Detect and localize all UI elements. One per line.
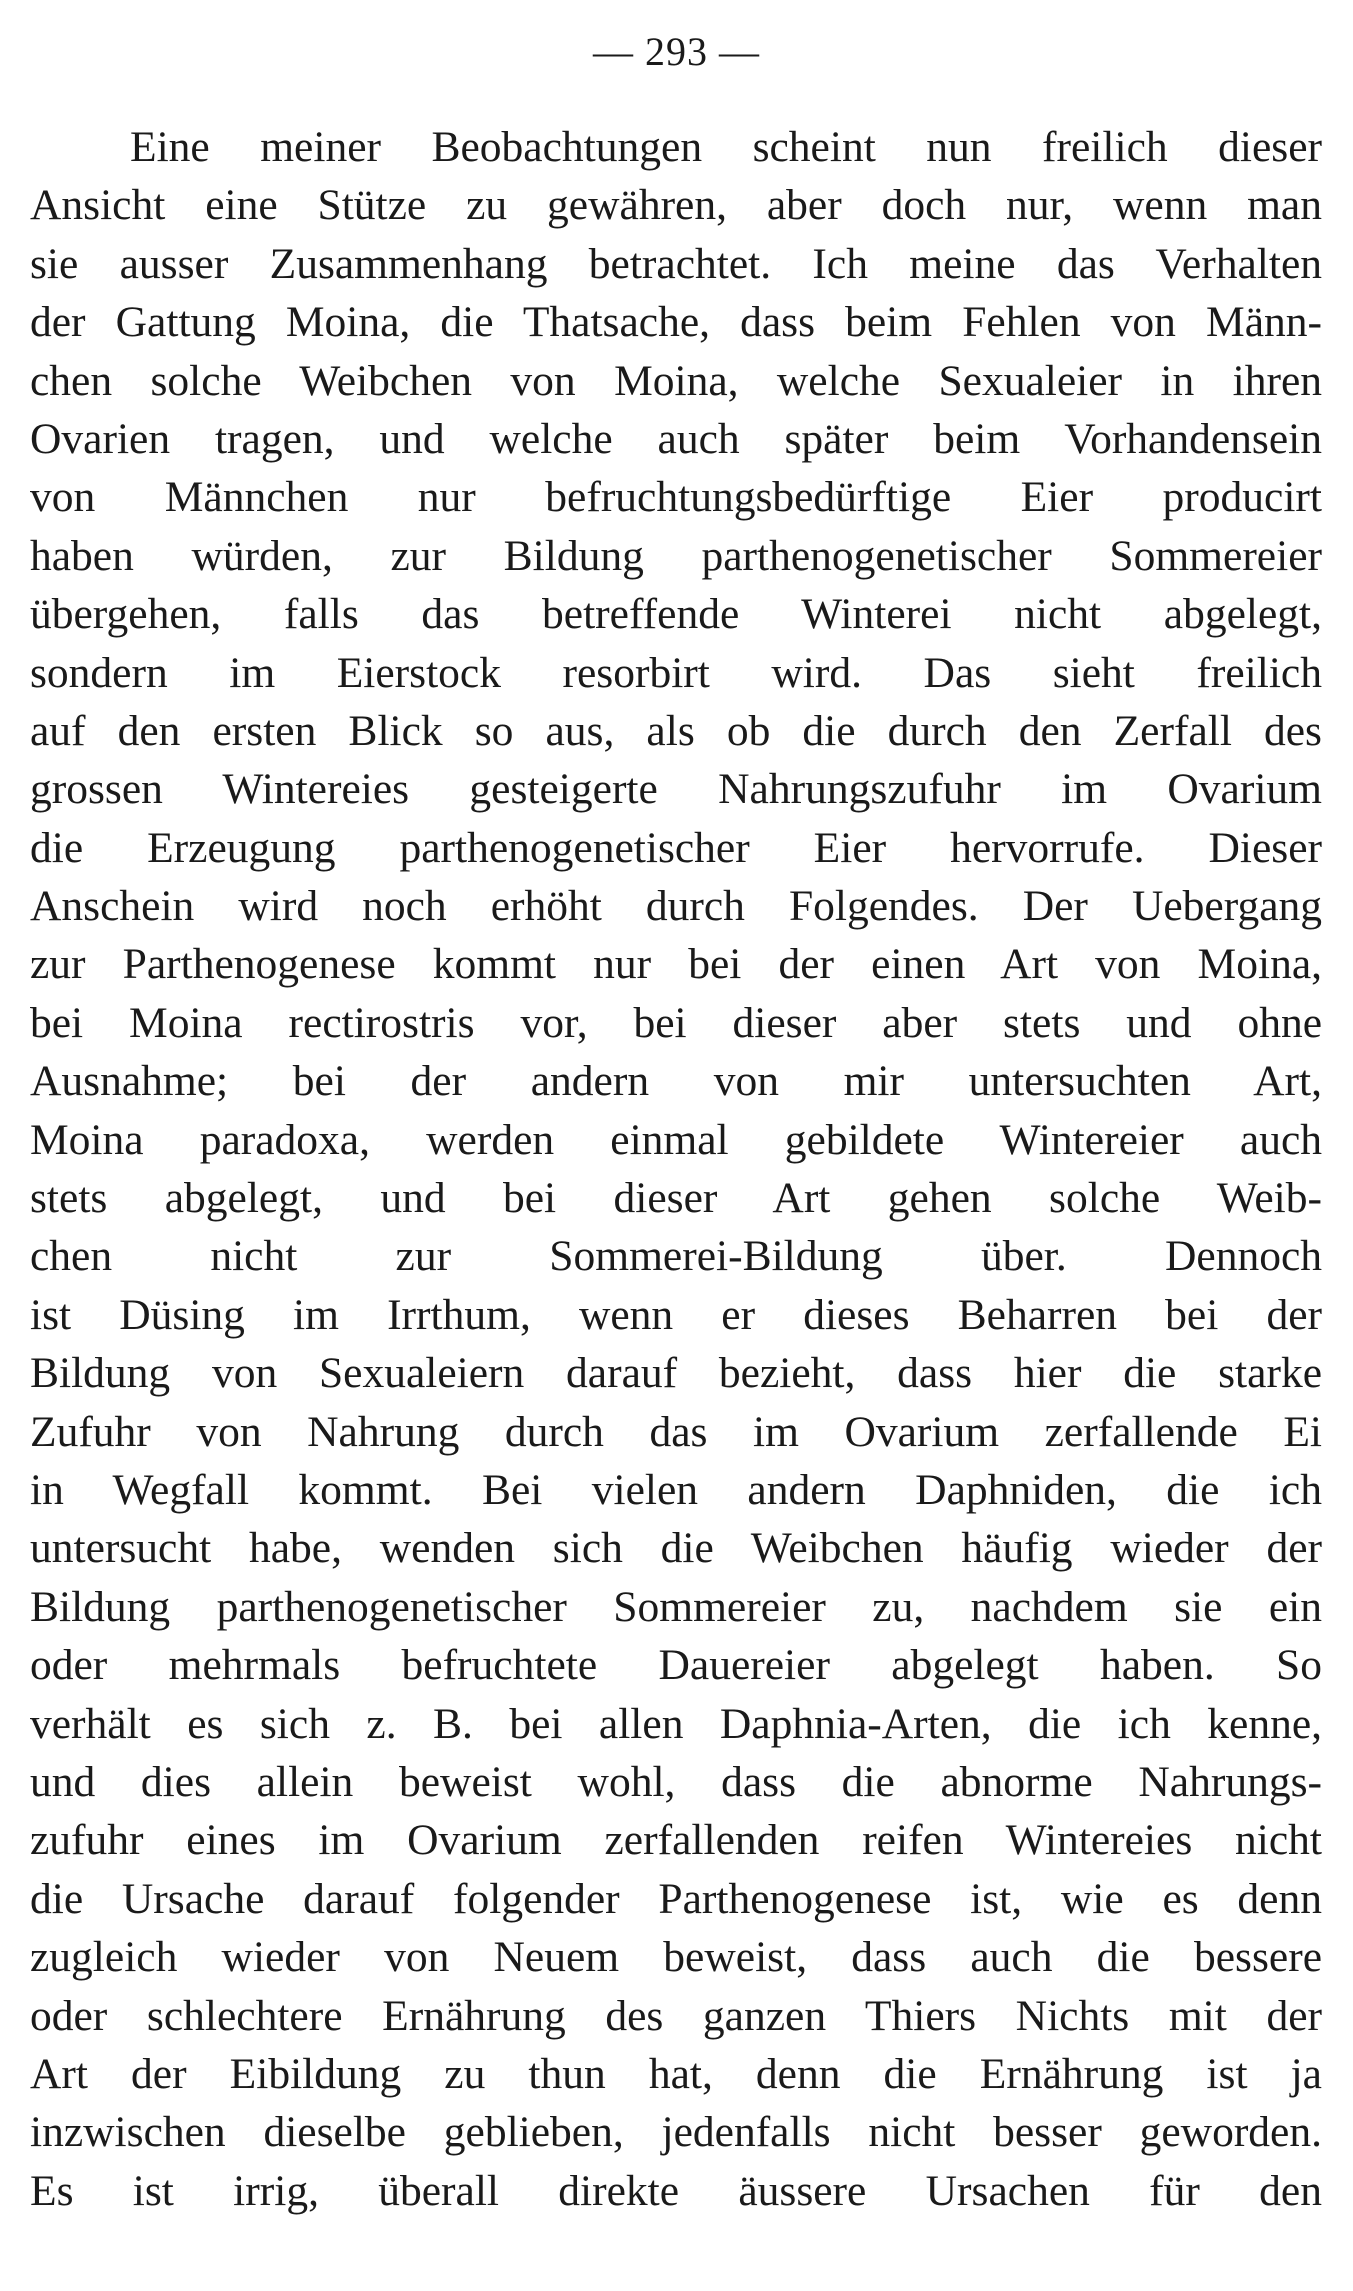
text-line: inzwischen dieselbe geblieben, jedenfalls nicht besser geworden. <box>30 2108 1322 2157</box>
text-line: oder schlechtere Ernährung des ganzen Thiers Nichts mit der <box>30 1991 1322 2040</box>
text-line: Zufuhr von Nahrung durch das im Ovarium zerfallende Ei <box>30 1407 1322 1456</box>
text-line: bei Moina rectirostris vor, bei dieser aber stets und ohne <box>30 998 1322 1047</box>
text-line: zur Parthenogenese kommt nur bei der einen Art von Moina, <box>30 940 1322 989</box>
text-line: Ansicht eine Stütze zu gewähren, aber doch nur, wenn man <box>30 181 1322 230</box>
text-line: grossen Wintereies gesteigerte Nahrungszufuhr im Ovarium <box>30 765 1322 814</box>
text-line: Anschein wird noch erhöht durch Folgendes. Der Uebergang <box>30 882 1322 931</box>
text-line: die Erzeugung parthenogenetischer Eier hervorrufe. Dieser <box>30 823 1322 872</box>
text-line: in Wegfall kommt. Bei vielen andern Daphniden, die ich <box>30 1465 1322 1514</box>
text-line: sondern im Eierstock resorbirt wird. Das sieht freilich <box>30 648 1322 697</box>
text-line: Moina paradoxa, werden einmal gebildete Wintereier auch <box>30 1115 1322 1164</box>
text-line: und dies allein beweist wohl, dass die abnorme Nahrungs- <box>30 1757 1322 1806</box>
text-line: chen solche Weibchen von Moina, welche Sexualeier in ihren <box>30 356 1322 405</box>
text-line: oder mehrmals befruchtete Dauereier abgelegt haben. So <box>30 1641 1322 1690</box>
text-line: verhält es sich z. B. bei allen Daphnia-Arten, die ich kenne, <box>30 1699 1322 1748</box>
text-line: auf den ersten Blick so aus, als ob die durch den Zerfall des <box>30 706 1322 755</box>
text-line: von Männchen nur befruchtungsbedürftige Eier producirt <box>30 473 1322 522</box>
text-line: zugleich wieder von Neuem beweist, dass auch die bessere <box>30 1933 1322 1982</box>
text-line: Ovarien tragen, und welche auch später beim Vorhandensein <box>30 414 1322 463</box>
text-line: ist Düsing im Irrthum, wenn er dieses Beharren bei der <box>30 1290 1322 1339</box>
body-paragraph <box>30 118 1322 2220</box>
text-line: Bildung parthenogenetischer Sommereier zu, nachdem sie ein <box>30 1582 1322 1631</box>
text-line: haben würden, zur Bildung parthenogenetischer Sommereier <box>30 531 1322 580</box>
text-line: übergehen, falls das betreffende Winterei nicht abgelegt, <box>30 590 1322 639</box>
page-number: — 293 — <box>593 29 760 74</box>
text-line: untersucht habe, wenden sich die Weibchen häufig wieder der <box>30 1524 1322 1573</box>
text-line: chen nicht zur Sommerei-Bildung über. Dennoch <box>30 1232 1322 1281</box>
text-line: Art der Eibildung zu thun hat, denn die Ernährung ist ja <box>30 2049 1322 2098</box>
text-line: die Ursache darauf folgender Parthenogenese ist, wie es denn <box>30 1874 1322 1923</box>
text-line: stets abgelegt, und bei dieser Art gehen solche Weib- <box>30 1174 1322 1223</box>
text-line: Es ist irrig, überall direkte äussere Ursachen für den <box>30 2166 1322 2215</box>
text-line: zufuhr eines im Ovarium zerfallenden reifen Wintereies nicht <box>30 1816 1322 1865</box>
text-line: Bildung von Sexualeiern darauf bezieht, dass hier die starke <box>30 1349 1322 1398</box>
text-line: Eine meiner Beobachtungen scheint nun freilich dieser <box>130 123 1322 171</box>
text-line: sie ausser Zusammenhang betrachtet. Ich meine das Verhalten <box>30 239 1322 288</box>
text-line: Ausnahme; bei der andern von mir untersuchten Art, <box>30 1057 1322 1106</box>
text-line: der Gattung Moina, die Thatsache, dass beim Fehlen von Männ- <box>30 298 1322 347</box>
